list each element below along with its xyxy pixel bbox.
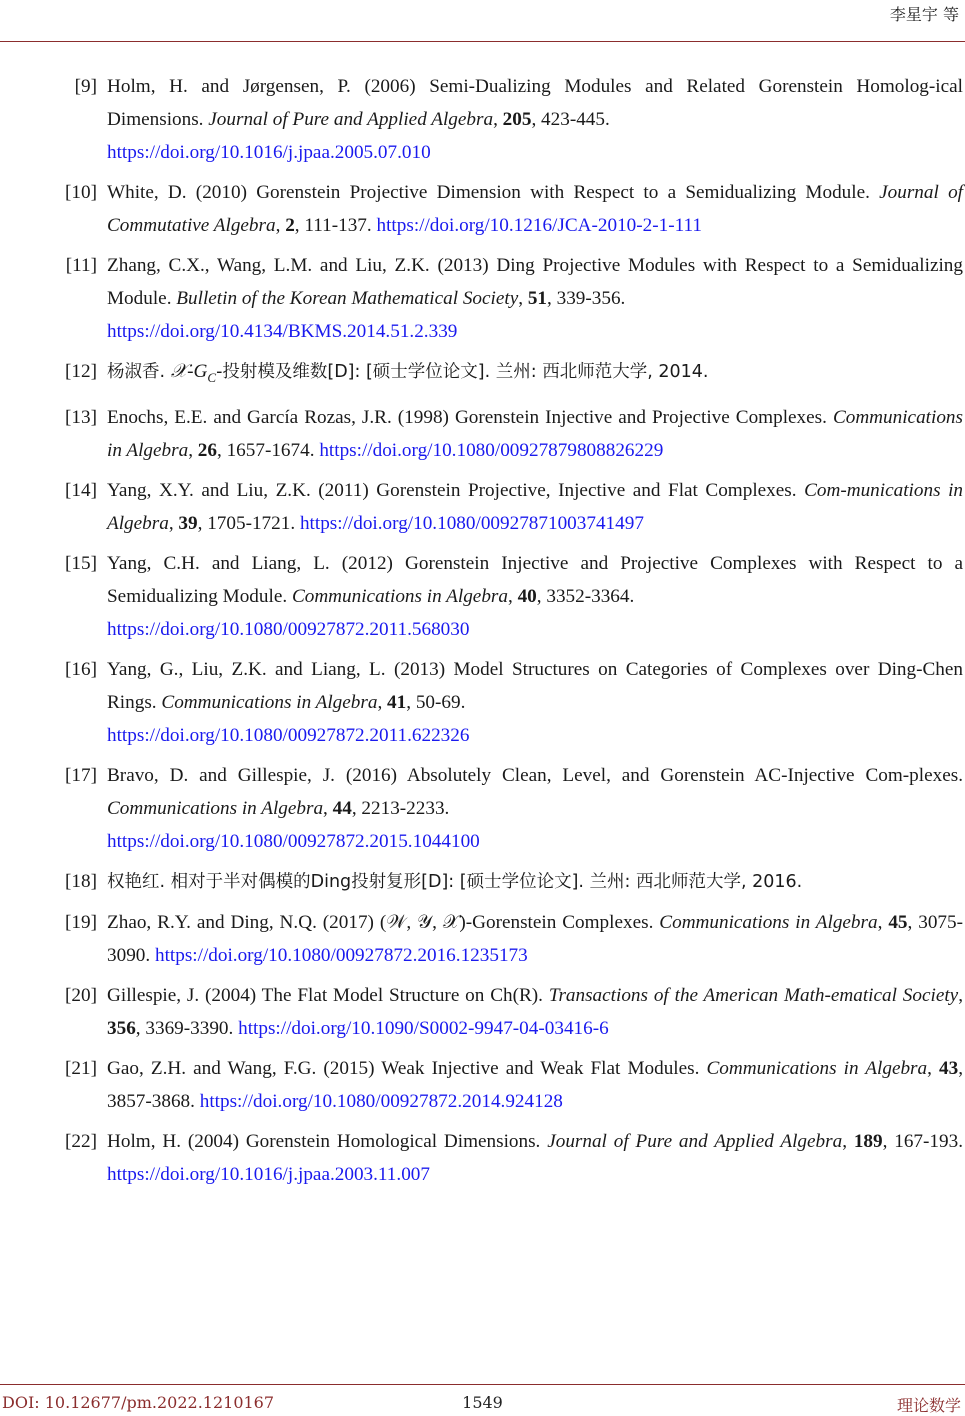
reference-pages: , 1657-1674.: [216, 439, 320, 461]
reference-number: [18]: [65, 870, 97, 892]
reference-pages: , 3352-3364.: [536, 585, 635, 607]
reference-volume: 41: [387, 691, 407, 713]
reference-pages: , 3857-3868.: [107, 1057, 963, 1112]
reference-pages: , 3369-3390.: [135, 1017, 239, 1039]
footer-doi: DOI: 10.12677/pm.2022.1210167: [2, 1393, 275, 1412]
reference-doi-link[interactable]: https://doi.org/10.1080/00927879808826229: [319, 439, 664, 461]
reference-volume: 44: [332, 797, 352, 819]
reference-journal: Communications in Algebra: [659, 911, 878, 933]
reference-text-cn: 权艳红. 相对于半对偶模的Ding投射复形[D]: [硕士学位论文]. 兰州: 西北师范大学, 2016.: [107, 871, 803, 892]
reference-doi-link[interactable]: https://doi.org/10.1016/j.jpaa.2005.07.010: [107, 142, 431, 163]
reference-doi-link[interactable]: https://doi.org/10.1080/00927871003741497: [299, 512, 644, 534]
reference-doi-link[interactable]: https://doi.org/10.1080/00927872.2014.924128: [199, 1090, 563, 1112]
reference-journal: Journal of Commutative Algebra: [107, 182, 963, 236]
reference-doi-link[interactable]: https://doi.org/10.1016/j.jpaa.2003.11.007: [107, 1163, 430, 1185]
reference-authors: White, D. (2010) Gorenstein Projective Dimension with Respect to a Semidualizing Module.: [107, 182, 880, 203]
reference-number: [13]: [65, 406, 97, 428]
page-header: [0, 0, 965, 42]
reference-authors: Zhao, R.Y. and Ding, N.Q. (2017) (𝒲, 𝒴, 𝒳)-Gorenstein Complexes.: [107, 911, 660, 933]
reference-author-cn: 杨淑香.: [107, 362, 171, 382]
reference-authors: Yang, C.H. and Liang, L. (2012) Gorenstein Injective and Projective Complexes with Respect to a Semidualizing Module.: [107, 552, 963, 607]
reference-item: [14] Yang, X.Y. and Liu, Z.K. (2011) Gorenstein Projective, Injective and Flat Complexes. Com-munications in Algebra, 39, 1705-1721. https://doi.org/10.1080/00927871003741497: [0, 474, 965, 540]
reference-journal: Communications in Algebra: [107, 797, 324, 819]
reference-doi-link[interactable]: https://doi.org/10.1080/00927872.2015.1044100: [107, 830, 480, 852]
reference-authors: Holm, H. and Jørgensen, P. (2006) Semi-Dualizing Modules and Related Gorenstein Homolog-ical Dimensions.: [107, 76, 963, 130]
reference-number: [10]: [65, 182, 97, 203]
reference-number: [11]: [65, 255, 97, 276]
reference-volume: 189: [853, 1130, 883, 1152]
reference-title-cn: -投射模及维数[D]: [硕士学位论文]. 兰州: 西北师范大学, 2014.: [216, 362, 709, 382]
reference-item: [17] Bravo, D. and Gillespie, J. (2016) Absolutely Clean, Level, and Gorenstein AC-Injective Com-plexes. Communications in Algebra, 44, 2213-2233. https://doi.org/10.1080/00927872.2015.1044100: [0, 759, 965, 858]
reference-authors: Enochs, E.E. and García Rozas, J.R. (1998) Gorenstein Injective and Projective Complexes.: [107, 406, 833, 428]
reference-volume: 43: [939, 1057, 959, 1079]
reference-volume: 39: [178, 512, 198, 534]
reference-item: [13] Enochs, E.E. and García Rozas, J.R. (1998) Gorenstein Injective and Projective Complexes. Communications in Algebra, 26, 1657-1674. https://doi.org/10.1080/00927879808826229: [0, 401, 965, 467]
reference-volume: 205: [502, 109, 532, 130]
reference-journal: Com-munications in Algebra: [107, 479, 963, 534]
reference-number: [12]: [65, 361, 97, 382]
reference-list: [0, 70, 965, 1198]
reference-item: [11] Zhang, C.X., Wang, L.M. and Liu, Z.K. (2013) Ding Projective Modules with Respect to a Semidualizing Module. Bulletin of the Korean Mathematical Society, 51, 339-356. https://doi.org/10.4134/BKMS.2014.51.2.339: [0, 249, 965, 348]
reference-doi-link[interactable]: https://doi.org/10.1080/00927872.2011.568030: [107, 618, 470, 640]
reference-volume: 2: [285, 215, 295, 236]
reference-item: [20] Gillespie, J. (2004) The Flat Model Structure on Ch(R). Transactions of the American Math-ematical Society, 356, 3369-3390. https://doi.org/10.1090/S0002-9947-04-03416-6: [0, 979, 965, 1045]
reference-item: [16] Yang, G., Liu, Z.K. and Liang, L. (2013) Model Structures on Categories of Complexes over Ding-Chen Rings. Communications in Algebra, 41, 50-69. https://doi.org/10.1080/00927872.2011.622326: [0, 653, 965, 752]
reference-pages: , 50-69.: [406, 691, 466, 713]
header-authors: 李星宇 等: [889, 5, 959, 24]
reference-doi-link[interactable]: https://doi.org/10.1080/00927872.2016.1235173: [154, 944, 528, 966]
footer-journal-name: 理论数学: [896, 1396, 961, 1415]
reference-journal: Communications in Algebra: [161, 691, 378, 713]
reference-number: [15]: [65, 552, 97, 574]
reference-item: [0, 865, 965, 899]
reference-number: [20]: [65, 984, 97, 1006]
reference-authors: Gao, Z.H. and Wang, F.G. (2015) Weak Injective and Weak Flat Modules.: [107, 1057, 707, 1079]
reference-authors: Gillespie, J. (2004) The Flat Model Structure on Ch(R).: [107, 984, 549, 1006]
reference-item: [21] Gao, Z.H. and Wang, F.G. (2015) Weak Injective and Weak Flat Modules. Communications in Algebra, 43, 3857-3868. https://doi.org/10.1080/00927872.2014.924128: [0, 1052, 965, 1118]
reference-pages: , 3075-3090.: [107, 911, 964, 966]
reference-journal: Communications in Algebra: [107, 406, 963, 461]
reference-item: [10] White, D. (2010) Gorenstein Projective Dimension with Respect to a Semidualizing Module. Journal of Commutative Algebra, 2, 111-137. https://doi.org/10.1216/JCA-2010-2-1-111: [0, 176, 965, 242]
reference-journal: Bulletin of the Korean Mathematical Society: [176, 288, 519, 309]
reference-authors: Yang, G., Liu, Z.K. and Liang, L. (2013) Model Structures on Categories of Complexes over Ding-Chen Rings.: [107, 658, 963, 713]
reference-doi-link[interactable]: https://doi.org/10.1216/JCA-2010-2-1-111: [376, 215, 702, 236]
reference-doi-link[interactable]: https://doi.org/10.1080/00927872.2011.622326: [107, 724, 470, 746]
reference-volume: 51: [527, 288, 547, 309]
reference-number: [19]: [65, 911, 97, 933]
reference-volume: 26: [197, 439, 217, 461]
reference-pages: , 167-193.: [882, 1130, 963, 1152]
reference-pages: , 1705-1721.: [197, 512, 300, 534]
reference-pages: , 423-445.: [531, 109, 610, 130]
reference-number: [9]: [74, 76, 97, 97]
reference-math-subscript: C: [207, 369, 217, 385]
reference-authors: Holm, H. (2004) Gorenstein Homological Dimensions.: [107, 1130, 548, 1152]
reference-authors: Bravo, D. and Gillespie, J. (2016) Absolutely Clean, Level, and Gorenstein AC-Injective Com-plexes.: [107, 764, 963, 786]
page-footer: [0, 1384, 965, 1415]
reference-journal: Journal of Pure and Applied Algebra: [208, 109, 494, 130]
reference-pages: , 339-356.: [547, 288, 626, 309]
reference-journal: Journal of Pure and Applied Algebra: [547, 1130, 843, 1152]
reference-number: [16]: [65, 658, 97, 680]
page-number: 1549: [462, 1393, 503, 1412]
reference-volume: 40: [517, 585, 537, 607]
reference-doi-link[interactable]: https://doi.org/10.1090/S0002-9947-04-03416-6: [238, 1017, 609, 1039]
reference-doi-link[interactable]: https://doi.org/10.4134/BKMS.2014.51.2.339: [107, 321, 458, 342]
reference-item: [0, 355, 965, 394]
reference-item: [15] Yang, C.H. and Liang, L. (2012) Gorenstein Injective and Projective Complexes with Respect to a Semidualizing Module. Communications in Algebra, 40, 3352-3364. https://doi.org/10.1080/00927872.2011.568030: [0, 547, 965, 646]
reference-authors: Zhang, C.X., Wang, L.M. and Liu, Z.K. (2013) Ding Projective Modules with Respect to a Semidualizing Module.: [107, 255, 963, 309]
reference-item: [9] Holm, H. and Jørgensen, P. (2006) Semi-Dualizing Modules and Related Gorenstein Homolog-ical Dimensions. Journal of Pure and Applied Algebra, 205, 423-445. https://doi.org/10.1016/j.jpaa.2005.07.010: [0, 70, 965, 169]
reference-journal: Transactions of the American Math-ematical Society: [548, 984, 959, 1006]
reference-pages: , 111-137.: [294, 215, 377, 236]
reference-math-symbol: 𝒳-G: [170, 361, 208, 382]
reference-number: [21]: [65, 1057, 97, 1079]
reference-number: [22]: [65, 1130, 97, 1152]
reference-number: [14]: [65, 479, 97, 501]
reference-item: [22] Holm, H. (2004) Gorenstein Homological Dimensions. Journal of Pure and Applied Algebra, 189, 167-193. https://doi.org/10.1016/j.jpaa.2003.11.007: [0, 1125, 965, 1191]
reference-authors: Yang, X.Y. and Liu, Z.K. (2011) Gorenstein Projective, Injective and Flat Complexes.: [107, 479, 805, 501]
reference-pages: , 2213-2233.: [351, 797, 450, 819]
reference-item: [19] Zhao, R.Y. and Ding, N.Q. (2017) (𝒲, 𝒴, 𝒳)-Gorenstein Complexes. Communications in Algebra, 45, 3075-3090. https://doi.org/10.1080/00927872.2016.1235173: [0, 906, 965, 972]
reference-journal: Communications in Algebra: [706, 1057, 928, 1079]
reference-volume: 356: [107, 1017, 136, 1039]
reference-volume: 45: [888, 911, 908, 933]
reference-journal: Communications in Algebra: [291, 585, 508, 607]
reference-number: [17]: [65, 764, 97, 786]
